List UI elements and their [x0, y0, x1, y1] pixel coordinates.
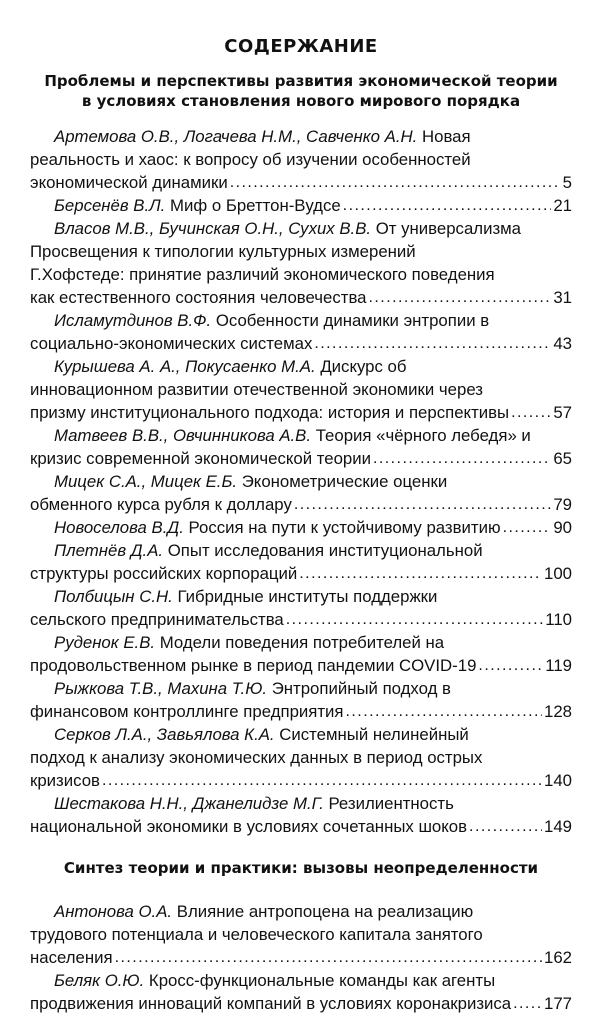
toc-entry-last-line — [30, 654, 572, 677]
toc-entry-title-line: кризис современной экономической теории — [30, 449, 371, 468]
toc-entry-title-line: Особенности динамики энтропии в — [215, 311, 490, 330]
toc-entry-title-line: Дискурс об — [320, 357, 407, 376]
leader-dots — [343, 194, 552, 217]
toc-entry[interactable] — [30, 217, 572, 309]
toc-entry-line — [30, 585, 572, 608]
toc-entry-title-line: Гибридные институты поддержки — [177, 587, 438, 606]
toc-entry-line — [30, 631, 572, 654]
toc-entry-last-line — [30, 493, 572, 516]
page-number: 128 — [544, 702, 572, 721]
toc-entry[interactable] — [30, 355, 572, 424]
page-number: 110 — [545, 610, 572, 629]
page-number: 162 — [544, 948, 572, 967]
toc-entry-line — [30, 723, 572, 746]
toc-entry-title-line: структуры российских корпораций — [30, 564, 298, 583]
toc-entry-title-line: кризисов — [30, 771, 100, 790]
leader-dots — [513, 992, 542, 1015]
toc-entry[interactable] — [30, 723, 572, 792]
toc-entry-title-line: населения — [30, 948, 113, 967]
toc-entry[interactable] — [30, 969, 572, 1015]
toc-entry-last-line — [30, 946, 572, 969]
toc-entry-authors: Шестакова Н.Н., Джанелидзе М.Г. — [54, 794, 324, 813]
toc-entry-text — [30, 401, 509, 424]
page-number: 149 — [544, 817, 572, 836]
toc-entry[interactable] — [30, 125, 572, 194]
page-number: 79 — [553, 495, 572, 514]
toc-entry-text — [30, 700, 344, 723]
page-number: 119 — [545, 656, 572, 675]
toc-entry-authors: Рыжкова Т.В., Махина Т.Ю. — [54, 679, 268, 698]
toc-entry-last-line — [30, 447, 572, 470]
toc-entry-text — [30, 769, 100, 792]
toc-entry-title-line: социально-экономических системах — [30, 334, 313, 353]
toc-entry-title-line: Просвещения к типологии культурных измерений — [30, 242, 416, 261]
toc-entry-authors: Курышева А. А., Покусаенко М.А. — [54, 357, 316, 376]
toc-entry-last-line — [30, 815, 572, 838]
leader-dots — [102, 769, 542, 792]
toc-entry-line — [30, 470, 572, 493]
toc-entry-title-line: обменного курса рубля к доллару — [30, 495, 292, 514]
toc-entry-title-line: Системный нелинейный — [279, 725, 469, 744]
toc-entry-title-line: Модели поведения потребителей на — [159, 633, 445, 652]
toc-entry-authors: Берсенёв В.Л. — [54, 196, 166, 215]
leader-dots — [346, 700, 542, 723]
toc-entry-authors: Матвеев В.В., Овчинникова А.В. — [54, 426, 312, 445]
toc-entry-title-line: инновационном развитии отечественной экономики через — [30, 380, 483, 399]
toc-entry-title-line: Энтропийный подход в — [271, 679, 451, 698]
toc-entry-authors: Исламутдинов В.Ф. — [54, 311, 212, 330]
toc-entry-line — [30, 309, 572, 332]
leader-dots — [286, 608, 543, 631]
toc-entry-text — [30, 286, 367, 309]
toc-entry-text — [30, 194, 341, 217]
toc-entry-title-line: Теория «чёрного лебедя» и — [315, 426, 531, 445]
toc-entry[interactable] — [30, 677, 572, 723]
page-number: 140 — [544, 771, 572, 790]
toc-entry-title-line: экономической динамики — [30, 173, 228, 192]
toc-entry-line — [30, 900, 572, 923]
toc-entry-title-line: Миф о Бреттон-Вудсе — [170, 196, 341, 215]
toc-entry-authors: Плетнёв Д.А. — [54, 541, 164, 560]
toc-entry-authors: Артемова О.В., Логачева Н.М., Савченко А.Н. — [54, 127, 418, 146]
page-number: 31 — [553, 288, 572, 307]
leader-dots — [314, 332, 551, 355]
page-number: 90 — [553, 518, 572, 537]
toc-entry-title-line: Новая — [422, 127, 471, 146]
page-number: 43 — [553, 334, 572, 353]
toc-entry-title-line: Опыт исследования институциональной — [167, 541, 483, 560]
leader-dots — [469, 815, 542, 838]
toc-entry-title-line: призму институционального подхода: история и перспективы — [30, 403, 510, 422]
toc-entry-title-line: Кросс-функциональные команды как агенты — [148, 971, 496, 990]
leader-dots — [511, 401, 551, 424]
toc-entry-line — [30, 539, 572, 562]
toc-entry-authors: Мицек С.А., Мицек Е.Б. — [54, 472, 238, 491]
toc-entry-text — [30, 562, 297, 585]
toc-entry-last-line — [30, 992, 572, 1015]
toc-entry-last-line — [30, 769, 572, 792]
toc-entry-line — [30, 148, 572, 171]
leader-dots — [230, 171, 561, 194]
toc-entry-line — [30, 677, 572, 700]
toc-entry-last-line — [30, 332, 572, 355]
toc-entry-line — [30, 378, 572, 401]
toc-entry-text — [30, 654, 476, 677]
toc-entry-line — [30, 263, 572, 286]
toc-entry-text — [30, 946, 113, 969]
toc-entry-title-line: Эконометрические оценки — [241, 472, 448, 491]
page-number: 100 — [544, 564, 572, 583]
toc-entry-line — [30, 424, 572, 447]
toc-entry-last-line — [30, 700, 572, 723]
toc-entry-title-line: Г.Хофстеде: принятие различий экономического поведения — [30, 265, 495, 284]
leader-dots — [115, 946, 542, 969]
toc-entry-authors: Серков Л.А., Завьялова К.А. — [54, 725, 275, 744]
toc-entry-line — [30, 240, 572, 263]
toc-entry-title-line: продвижения инноваций компаний в условиях коронакризиса — [30, 994, 512, 1013]
toc-entry[interactable] — [30, 309, 572, 355]
toc-entry-line — [30, 217, 572, 240]
toc-entry[interactable] — [30, 792, 572, 838]
toc-entry-line — [30, 792, 572, 815]
toc-entry-text — [30, 992, 511, 1015]
toc-entry-line — [30, 746, 572, 769]
toc-entry-authors: Полбицын С.Н. — [54, 587, 173, 606]
toc-entry-last-line — [30, 562, 572, 585]
page-number: 21 — [553, 196, 572, 215]
toc-entry[interactable] — [30, 470, 572, 516]
leader-dots — [369, 286, 552, 309]
leader-dots — [294, 493, 551, 516]
toc-entry-last-line — [30, 516, 572, 539]
toc-entry-last-line — [30, 401, 572, 424]
toc-entry[interactable] — [30, 631, 572, 677]
toc-entry-text — [30, 815, 467, 838]
toc-entry-text — [30, 447, 371, 470]
page-number: 5 — [562, 173, 572, 192]
toc-entry-title-line: Влияние антропоцена на реализацию — [176, 902, 474, 921]
toc-entry[interactable] — [30, 424, 572, 470]
toc-entry-text — [30, 516, 501, 539]
section-heading: Проблемы и перспективы развития экономической теории в условиях становления нового мирового порядка — [44, 72, 558, 110]
toc-entry[interactable] — [30, 900, 572, 969]
toc-entry[interactable] — [30, 539, 572, 585]
toc-entry-title-line: От универсализма — [375, 219, 522, 238]
table-of-contents — [30, 71, 572, 1015]
toc-entry-title-line: сельского предпринимательства — [30, 610, 284, 629]
toc-entry-title-line: финансовом контроллинге предприятия — [30, 702, 344, 721]
toc-entry-title-line: продовольственном рынке в период пандемии COVID-19 — [30, 656, 477, 675]
leader-dots — [373, 447, 551, 470]
toc-entry-title-line: Резилиентность — [328, 794, 454, 813]
toc-entry-authors: Беляк О.Ю. — [54, 971, 145, 990]
page-number: 177 — [544, 994, 572, 1013]
toc-entry-text — [30, 332, 312, 355]
toc-entry-text — [30, 493, 292, 516]
toc-entry-title-line: как естественного состояния человечества — [30, 288, 367, 307]
page-title: СОДЕРЖАНИЕ — [224, 36, 378, 57]
leader-dots — [478, 654, 543, 677]
toc-entry-title-line: трудового потенциала и человеческого капитала занятого — [30, 925, 483, 944]
toc-entry-line — [30, 125, 572, 148]
toc-entry-last-line — [30, 171, 572, 194]
toc-entry-last-line — [30, 286, 572, 309]
toc-entry-title-line: Россия на пути к устойчивому развитию — [188, 518, 501, 537]
toc-entry[interactable] — [30, 194, 572, 217]
toc-entry-title-line: подход к анализу экономических данных в период острых — [30, 748, 483, 767]
toc-entry-line — [30, 969, 572, 992]
toc-entry-title-line: национальной экономики в условиях сочетанных шоков — [30, 817, 468, 836]
toc-entry-title-line: реальность и хаос: к вопросу об изучении особенностей — [30, 150, 471, 169]
leader-dots — [503, 516, 552, 539]
toc-entry-authors: Власов М.В., Бучинская О.Н., Сухих В.В. — [54, 219, 372, 238]
toc-entry-authors: Антонова О.А. — [54, 902, 173, 921]
toc-entry-text — [30, 171, 228, 194]
section-heading: Синтез теории и практики: вызовы неопределенности — [63, 859, 539, 877]
toc-entry-authors: Руденок Е.В. — [54, 633, 156, 652]
toc-entry-authors: Новоселова В.Д. — [54, 518, 184, 537]
toc-entry-line — [30, 923, 572, 946]
page-number: 57 — [553, 403, 572, 422]
toc-entry-text — [30, 608, 284, 631]
toc-entry-line — [30, 355, 572, 378]
page-number: 65 — [553, 449, 572, 468]
toc-entry-last-line — [30, 608, 572, 631]
toc-entry[interactable] — [30, 585, 572, 631]
toc-entry[interactable] — [30, 516, 572, 539]
leader-dots — [299, 562, 542, 585]
toc-entry-last-line — [30, 194, 572, 217]
